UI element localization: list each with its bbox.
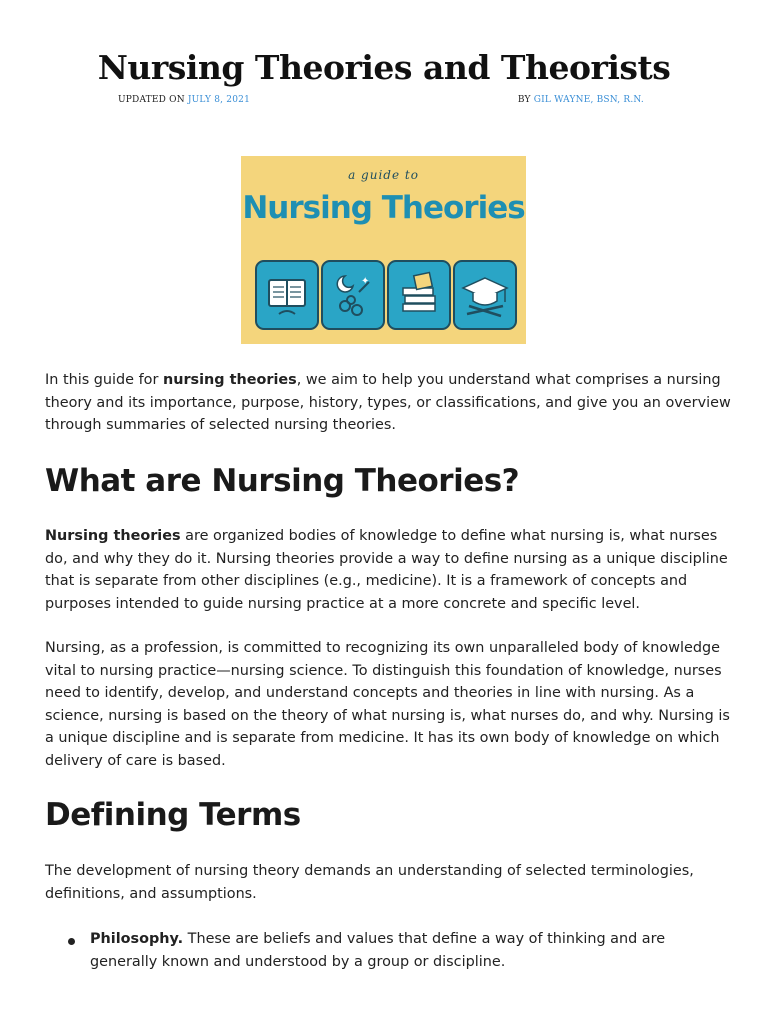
section-heading-defining-terms: Defining Terms — [45, 797, 301, 833]
books-stack-icon — [387, 260, 451, 330]
section-heading-what-are: What are Nursing Theories? — [45, 463, 520, 499]
hero-image — [241, 156, 526, 344]
moon-stars-icon — [321, 260, 385, 330]
author-meta — [518, 95, 644, 105]
updated-prefix: UPDATED ON — [118, 95, 185, 105]
list-item — [90, 928, 730, 973]
updated-meta — [118, 95, 250, 105]
bullet-text: These are beliefs and values that define a way of thinking and are generally known and understood by a group or discipline. — [90, 931, 666, 970]
intro-bold-term: nursing theories — [162, 372, 297, 388]
graduation-cap-icon — [453, 260, 517, 330]
author-link[interactable]: GIL WAYNE, BSN, R.N. — [533, 95, 644, 105]
definition-paragraph — [45, 525, 735, 615]
intro-text-pre: In this guide for — [45, 372, 163, 388]
intro-paragraph — [45, 369, 735, 437]
intro-text-post: , we aim to help you understand what comprises a nursing theory and its importance, purpose, history, types, or classifications, and give you an overview through summaries of selected nursing theories. — [45, 372, 731, 433]
terms-intro-paragraph: The development of nursing theory demands an understanding of selected terminologies, definitions, and assumptions. — [45, 863, 694, 902]
by-prefix: BY — [517, 95, 531, 105]
definition-bold-term: Nursing theories — [45, 528, 181, 544]
hero-small-text: a guide to — [348, 168, 419, 182]
updated-date-link[interactable]: JULY 8, 2021 — [187, 95, 250, 105]
bullet-icon — [68, 938, 75, 945]
book-icon — [255, 260, 319, 330]
bullet-term: Philosophy. — [90, 931, 184, 947]
definition-text: are organized bodies of knowledge to define what nursing is, what nurses do, and why they do it. Nursing theories provide a way to define nursing as a unique discipline that is separate from other disciplines (e.g., medicine). It is a framework of concepts and purposes intended to guide nursing practice at a more concrete and specific level. — [45, 528, 728, 612]
profession-paragraph: Nursing, as a profession, is committed to recognizing its own unparalleled body of knowledge vital to nursing practice—nursing science. To distinguish this foundation of knowledge, nurses need to identify, develop, and understand concepts and theories in line with nursing. As a science, nursing is based on the theory of what nursing is, what nurses do, and why. Nursing is a unique discipline and is separate from medicine. It has its own body of knowledge on which delivery of care is based. — [45, 640, 730, 769]
page-title: Nursing Theories and Theorists — [97, 48, 671, 87]
hero-big-text: Nursing Theories — [242, 190, 525, 226]
svg-text:✦: ✦ — [361, 276, 370, 287]
